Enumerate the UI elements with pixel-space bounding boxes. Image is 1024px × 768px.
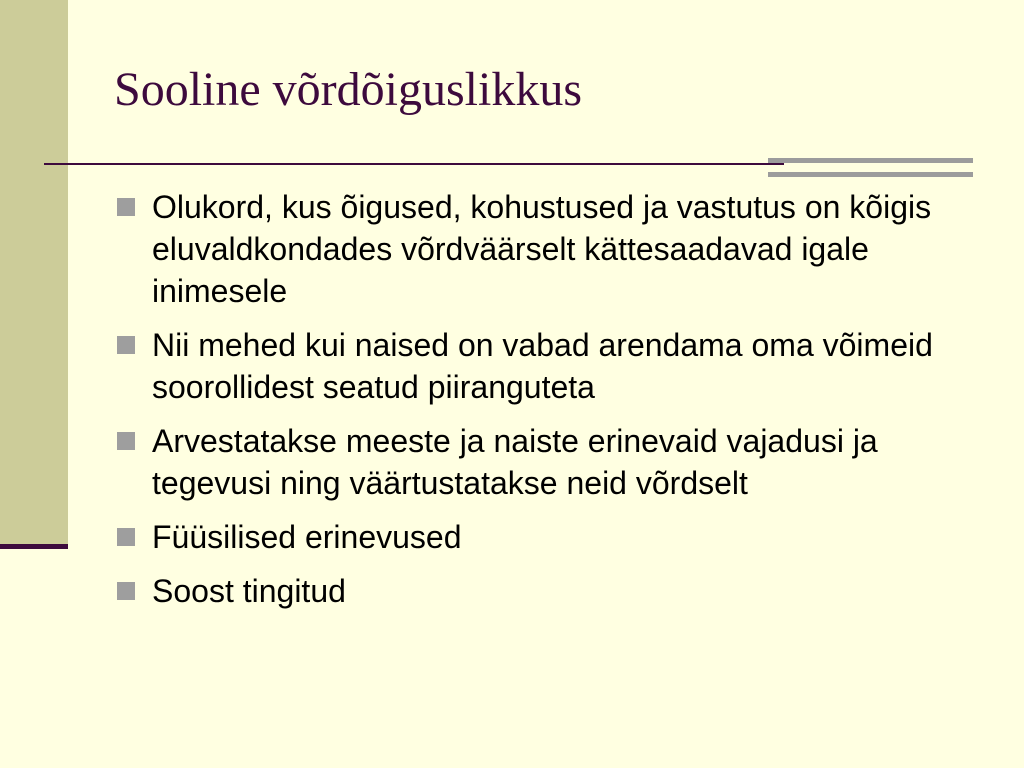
decorative-rule-top bbox=[768, 158, 973, 163]
bullet-text: Arvestatakse meeste ja naiste erinevaid vajadusi ja tegevusi ning väärtustatakse neid võrdselt bbox=[152, 423, 878, 501]
bullet-item bbox=[114, 186, 984, 312]
slide-title: Sooline võrdõiguslikkus bbox=[114, 63, 583, 116]
title-divider bbox=[44, 163, 784, 165]
left-accent-bar bbox=[0, 0, 68, 544]
left-accent-underline bbox=[0, 544, 68, 549]
bullet-text: Nii mehed kui naised on vabad arendama oma võimeid soorollidest seatud piiranguteta bbox=[152, 327, 933, 405]
bullet-item bbox=[114, 516, 984, 558]
bullet-text: Soost tingitud bbox=[152, 573, 346, 609]
square-bullet-icon bbox=[117, 582, 135, 600]
bullet-text: Olukord, kus õigused, kohustused ja vastutus on kõigis eluvaldkondades võrdväärselt kättesaadavad igale inimesele bbox=[152, 189, 932, 309]
square-bullet-icon bbox=[117, 336, 135, 354]
bullet-list bbox=[114, 186, 984, 624]
square-bullet-icon bbox=[117, 432, 135, 450]
decorative-rule-bottom bbox=[768, 172, 973, 177]
square-bullet-icon bbox=[117, 528, 135, 546]
bullet-item bbox=[114, 420, 984, 504]
bullet-item bbox=[114, 324, 984, 408]
bullet-item bbox=[114, 570, 984, 612]
bullet-text: Füüsilised erinevused bbox=[152, 519, 462, 555]
square-bullet-icon bbox=[117, 198, 135, 216]
